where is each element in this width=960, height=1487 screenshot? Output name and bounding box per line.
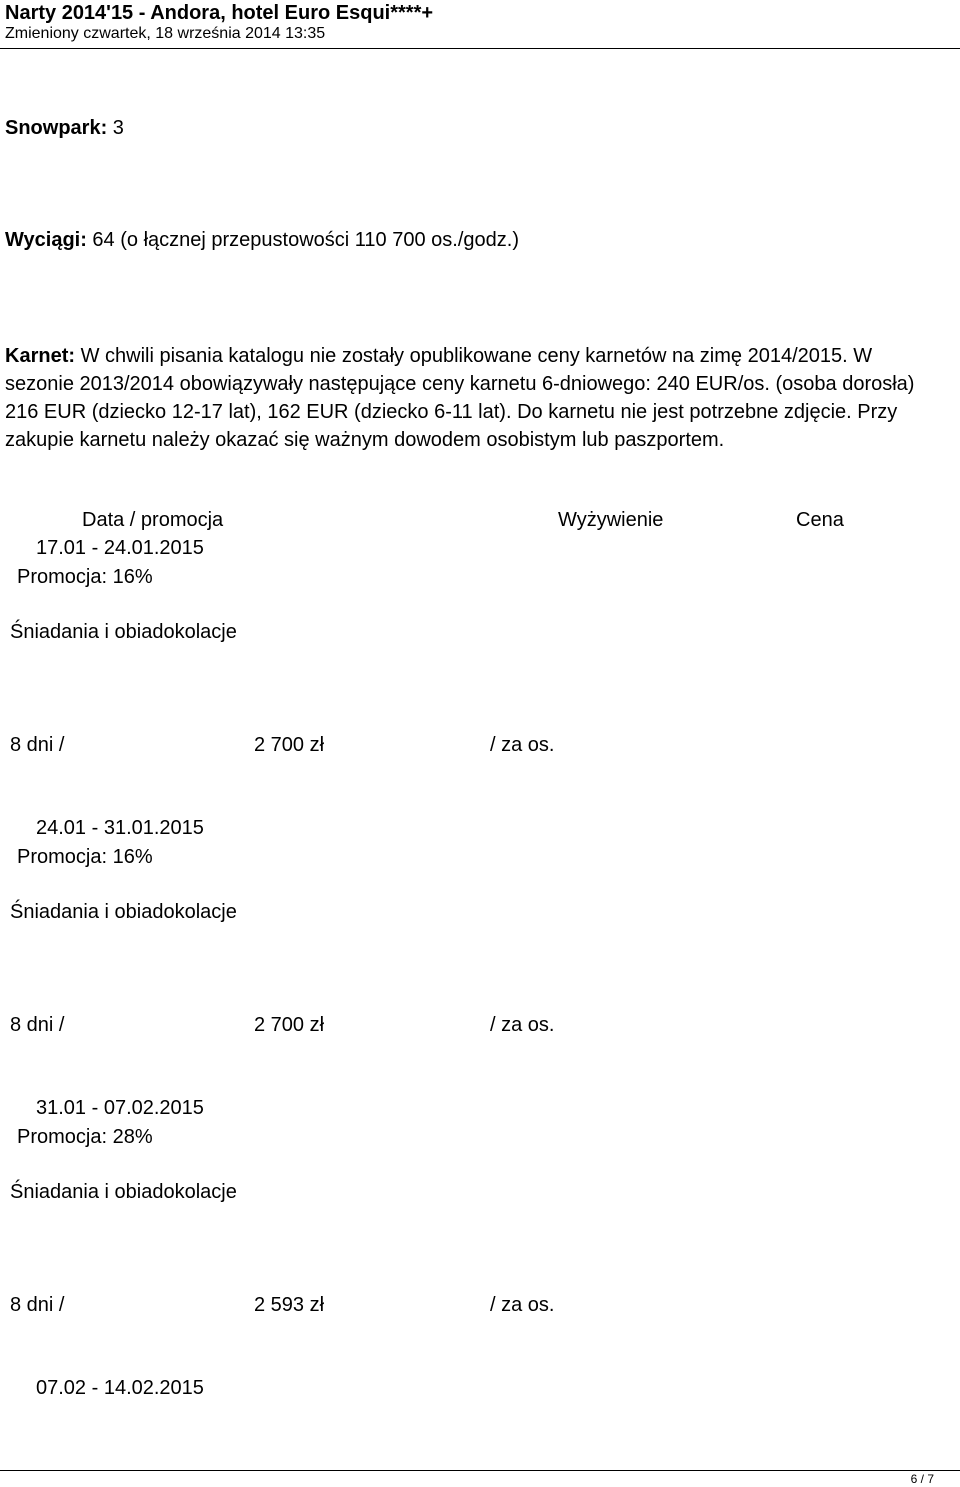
row-duration: 8 dni / bbox=[10, 734, 65, 756]
row-board: Śniadania i obiadokolacje bbox=[10, 621, 237, 643]
row-dates: 24.01 - 31.01.2015 bbox=[36, 817, 204, 839]
row-per-person: / za os. bbox=[490, 1294, 555, 1316]
row-price: 2 700 zł bbox=[254, 734, 325, 756]
row-promo: Promocja: 28% bbox=[17, 1126, 153, 1148]
ski-pass-paragraph bbox=[5, 342, 945, 454]
row-price: 2 700 zł bbox=[254, 1014, 325, 1036]
header-divider bbox=[0, 48, 960, 49]
snowpark-line bbox=[5, 116, 124, 140]
page-number: 6 / 7 bbox=[910, 1472, 934, 1486]
row-board: Śniadania i obiadokolacje bbox=[10, 1181, 237, 1203]
row-dates: 07.02 - 14.02.2015 bbox=[36, 1377, 204, 1399]
column-header-price: Cena bbox=[796, 509, 844, 531]
row-per-person: / za os. bbox=[490, 734, 555, 756]
ski-pass-text: W chwili pisania katalogu nie zostały opublikowane ceny karnetów na zimę 2014/2015. W sezonie 2013/2014 obowiązywały następujące ceny karnetu 6-dniowego: 240 EUR/os. (osoba dorosła) 216 EUR (dziecko 12-17 lat), 162 EUR (dziecko 6-11 lat). Do karnetu nie jest potrzebne zdjęcie. Przy zakupie karnetu należy okazać się ważnym dowodem osobistym lub paszportem. bbox=[5, 345, 915, 451]
ski-pass-label: Karnet: bbox=[5, 345, 76, 367]
column-header-board: Wyżywienie bbox=[558, 509, 664, 531]
row-dates: 17.01 - 24.01.2015 bbox=[36, 537, 204, 559]
footer-divider bbox=[0, 1470, 960, 1471]
row-promo: Promocja: 16% bbox=[17, 566, 153, 588]
column-header-date: Data / promocja bbox=[82, 509, 224, 531]
row-duration: 8 dni / bbox=[10, 1294, 65, 1316]
lifts-label: Wyciągi: bbox=[5, 229, 87, 251]
snowpark-label: Snowpark: bbox=[5, 117, 108, 139]
row-price: 2 593 zł bbox=[254, 1294, 325, 1316]
row-board: Śniadania i obiadokolacje bbox=[10, 901, 237, 923]
row-duration: 8 dni / bbox=[10, 1014, 65, 1036]
lifts-value: 64 (o łącznej przepustowości 110 700 os./godz.) bbox=[86, 229, 519, 251]
modified-date: Zmieniony czwartek, 18 września 2014 13:35 bbox=[5, 25, 326, 42]
row-per-person: / za os. bbox=[490, 1014, 555, 1036]
row-promo: Promocja: 16% bbox=[17, 846, 153, 868]
page-header bbox=[0, 0, 960, 50]
lifts-line bbox=[5, 228, 519, 252]
document-title: Narty 2014'15 - Andora, hotel Euro Esqui****+ bbox=[5, 2, 434, 24]
row-dates: 31.01 - 07.02.2015 bbox=[36, 1097, 204, 1119]
snowpark-value: 3 bbox=[107, 117, 124, 139]
